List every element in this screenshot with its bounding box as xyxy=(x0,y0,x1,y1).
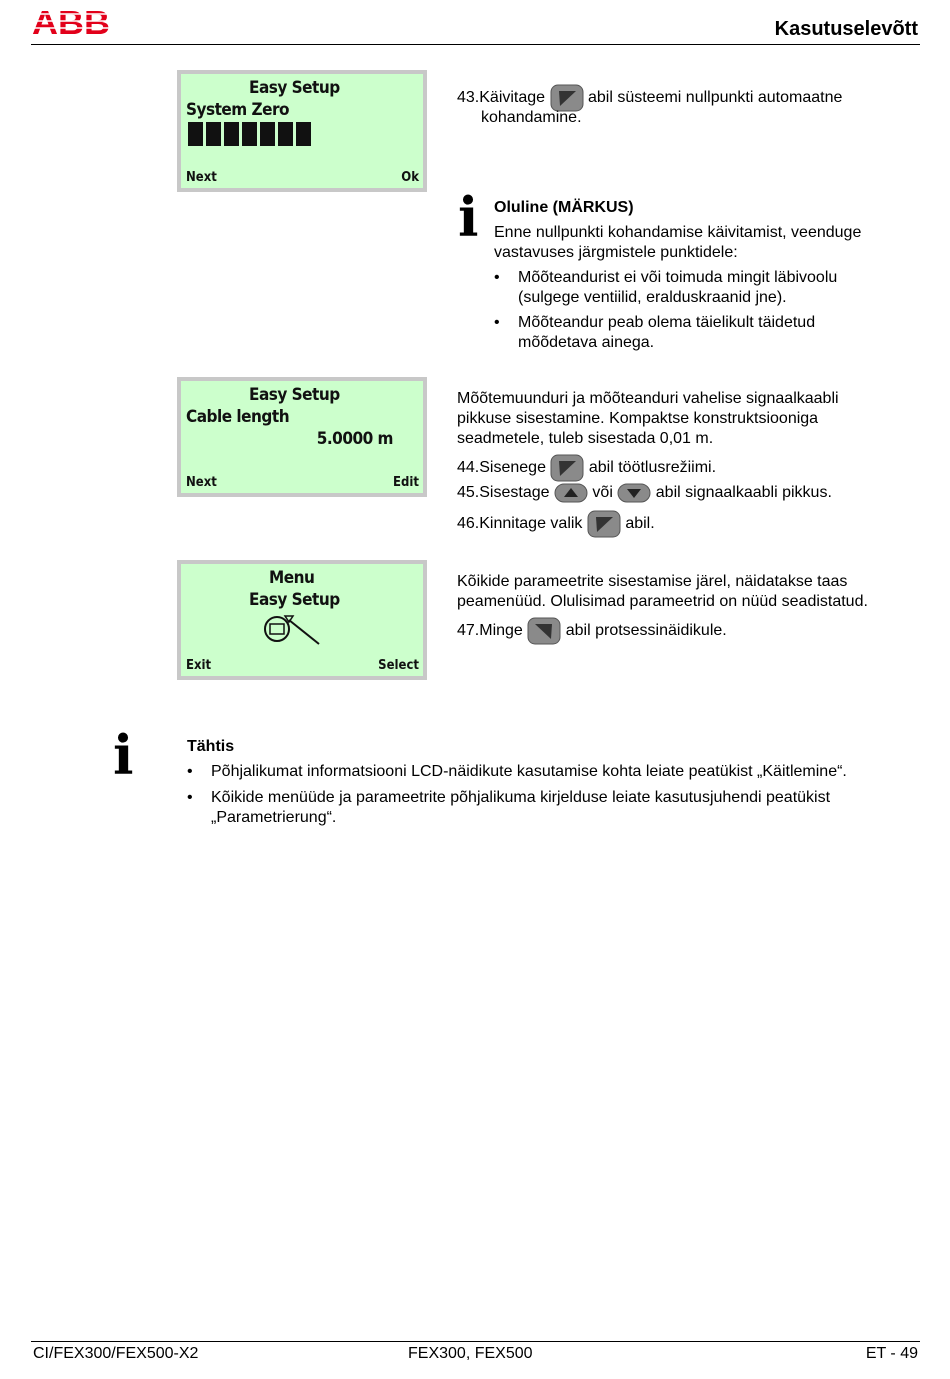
step-number: 47. xyxy=(457,622,480,640)
lcd-softkey-right: Select xyxy=(378,658,419,673)
bullet-dot: • xyxy=(187,763,193,780)
right-softkey-icon xyxy=(550,454,584,482)
paragraph-line: Kõikide parameetrite sisestamise järel, näidatakse taas xyxy=(457,573,848,590)
abb-logo xyxy=(32,6,112,36)
svg-text:ABB: ABB xyxy=(32,6,110,36)
step-44 xyxy=(457,454,716,482)
lcd-title: Easy Setup xyxy=(249,590,340,610)
lcd-softkey-right: Edit xyxy=(393,475,419,490)
lcd-menu xyxy=(177,560,427,680)
step-text: Minge xyxy=(479,622,523,640)
bullet-dot: • xyxy=(494,314,500,331)
step-text: abil protsessinäidikule. xyxy=(565,622,727,640)
paragraph-line: pikkuse sisestamine. Kompaktse konstruktsiooniga xyxy=(457,410,819,427)
step-text: Sisenege xyxy=(479,459,546,477)
paragraph-line: peamenüüd. Olulisimad parameetrid on nüüd seadistatud. xyxy=(457,593,868,610)
lcd-line: Menu xyxy=(269,568,315,588)
note-text: vastavuses järgmistele punktidele: xyxy=(494,244,738,261)
bullet-dot: • xyxy=(494,269,500,286)
lcd-value: 5.0000 m xyxy=(316,429,393,449)
lcd-line: Cable length xyxy=(186,407,290,427)
bullet-text: Põhjalikumat informatsiooni LCD-näidikute kasutamise kohta leiate peatükist „Käitlemine“. xyxy=(211,763,847,780)
footer-doc-id: CI/FEX300/FEX500-X2 xyxy=(33,1345,199,1362)
step-text: Sisestage xyxy=(479,484,550,502)
step-text: abil signaalkaabli pikkus. xyxy=(655,484,832,502)
bullet-text: mõõdetava ainega. xyxy=(518,334,655,351)
step-45 xyxy=(457,483,832,503)
note-bullet xyxy=(494,313,914,353)
step-number: 43. xyxy=(457,89,480,107)
bullet-text: Kõikide menüüde ja parameetrite põhjalikuma kirjelduse leiate kasutusjuhendi peatükist xyxy=(211,789,831,806)
note-title: Tähtis xyxy=(187,738,235,755)
bullet-text: Mõõteandur peab olema täielikult täidetud xyxy=(518,314,816,331)
lcd-title: Easy Setup xyxy=(249,385,340,405)
up-key-icon xyxy=(554,483,588,503)
page-title: Kasutuselevõtt xyxy=(774,18,918,40)
footer-page-number: ET - 49 xyxy=(865,1345,918,1362)
step-text: Käivitage xyxy=(479,89,546,107)
lcd-system-zero xyxy=(177,70,427,192)
step-text: või xyxy=(592,484,613,502)
step-number: 45. xyxy=(457,484,480,502)
down-key-icon xyxy=(617,483,651,503)
lcd-title: Easy Setup xyxy=(249,78,340,98)
bullet-text: (sulgege ventiilid, eralduskraanid jne). xyxy=(518,289,787,306)
step-text: abil. xyxy=(625,515,655,533)
lcd-line: System Zero xyxy=(186,100,290,120)
left-softkey-icon xyxy=(527,617,561,645)
note-title: Oluline (MÄRKUS) xyxy=(494,199,634,216)
step-number: 44. xyxy=(457,459,480,477)
header-divider xyxy=(31,44,920,45)
note-text: Enne nullpunkti kohandamise käivitamist, veenduge xyxy=(494,224,862,241)
note-bullet xyxy=(187,762,917,782)
lcd-softkey-left: Next xyxy=(186,170,217,185)
bullet-dot: • xyxy=(187,789,193,806)
bullet-text: „Parametrierung“. xyxy=(211,809,337,826)
footer-divider xyxy=(31,1341,920,1342)
lcd-softkey-left: Next xyxy=(186,475,217,490)
footer-product: FEX300, FEX500 xyxy=(408,1345,533,1362)
note-bullet xyxy=(187,788,917,828)
right-softkey-icon xyxy=(587,510,621,538)
step-number: 46. xyxy=(457,515,480,533)
note-bullet xyxy=(494,268,914,308)
paragraph-line: seadmetele, tuleb sisestada 0,01 m. xyxy=(457,430,714,447)
bullet-text: Mõõteandurist ei või toimuda mingit läbivoolu xyxy=(518,269,838,286)
step-46 xyxy=(457,510,655,538)
step-43-continued: kohandamine. xyxy=(481,109,582,126)
lcd-cable-length xyxy=(177,377,427,497)
step-text: Kinnitage valik xyxy=(479,515,583,533)
step-47 xyxy=(457,617,727,645)
info-icon: i xyxy=(113,723,134,787)
step-text: abil süsteemi nullpunkti automaatne xyxy=(587,89,843,107)
setup-wrench-icon xyxy=(261,612,323,646)
lcd-softkey-right: Ok xyxy=(401,170,419,185)
info-icon: i xyxy=(458,185,479,249)
lcd-progress-bar xyxy=(188,122,311,146)
paragraph-line: Mõõtemuunduri ja mõõteanduri vahelise signaalkaabli xyxy=(457,390,839,407)
step-text: abil töötlusrežiimi. xyxy=(588,459,717,477)
lcd-softkey-left: Exit xyxy=(186,658,212,673)
